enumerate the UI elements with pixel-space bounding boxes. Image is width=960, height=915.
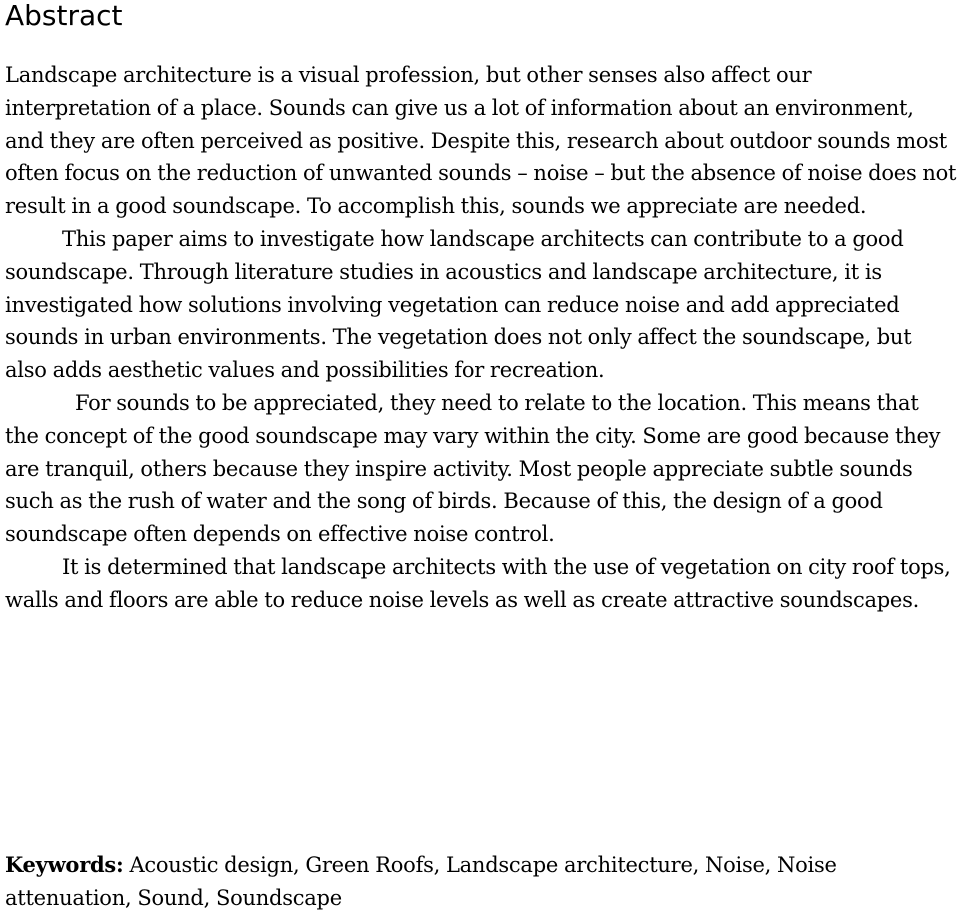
keywords-label: Keywords: [5, 852, 124, 877]
abstract-section [5, 0, 957, 617]
abstract-heading: Abstract [5, 0, 123, 32]
abstract-paragraph-2: This paper aims to investigate how landscape architects can contribute to a good soundscape. Through literature studies in acoustics and landscape architecture, it is investigated how solutions involving vegetation can reduce noise and add appreciated sounds in urban environments. The vegetation does not only affect the soundscape, but also adds aesthetic values and possibilities for recreation. [5, 226, 912, 383]
keywords-list: Acoustic design, Green Roofs, Landscape architecture, Noise, Noise attenuation, Sound, Soundscape [5, 853, 837, 910]
abstract-body [5, 59, 957, 617]
abstract-paragraph-3: For sounds to be appreciated, they need to relate to the location. This means that the concept of the good soundscape may vary within the city. Some are good because they are tranquil, others because they inspire activity. Most people appreciate subtle sounds such as the rush of water and the song of birds. Because of this, the design of a good soundscape often depends on effective noise control. [5, 390, 941, 547]
abstract-paragraph-1: Landscape architecture is a visual profession, but other senses also affect our interpretation of a place. Sounds can give us a lot of information about an environment, and they are often perceived as positive. Despite this, research about outdoor sounds most often focus on the reduction of unwanted sounds – noise – but the absence of noise does not result in a good soundscape. To accomplish this, sounds we appreciate are needed. [5, 63, 957, 219]
keywords-line [5, 849, 957, 915]
abstract-paragraph-4: It is determined that landscape architects with the use of vegetation on city roof tops, walls and floors are able to reduce noise levels as well as create attractive soundscapes. [5, 554, 951, 612]
